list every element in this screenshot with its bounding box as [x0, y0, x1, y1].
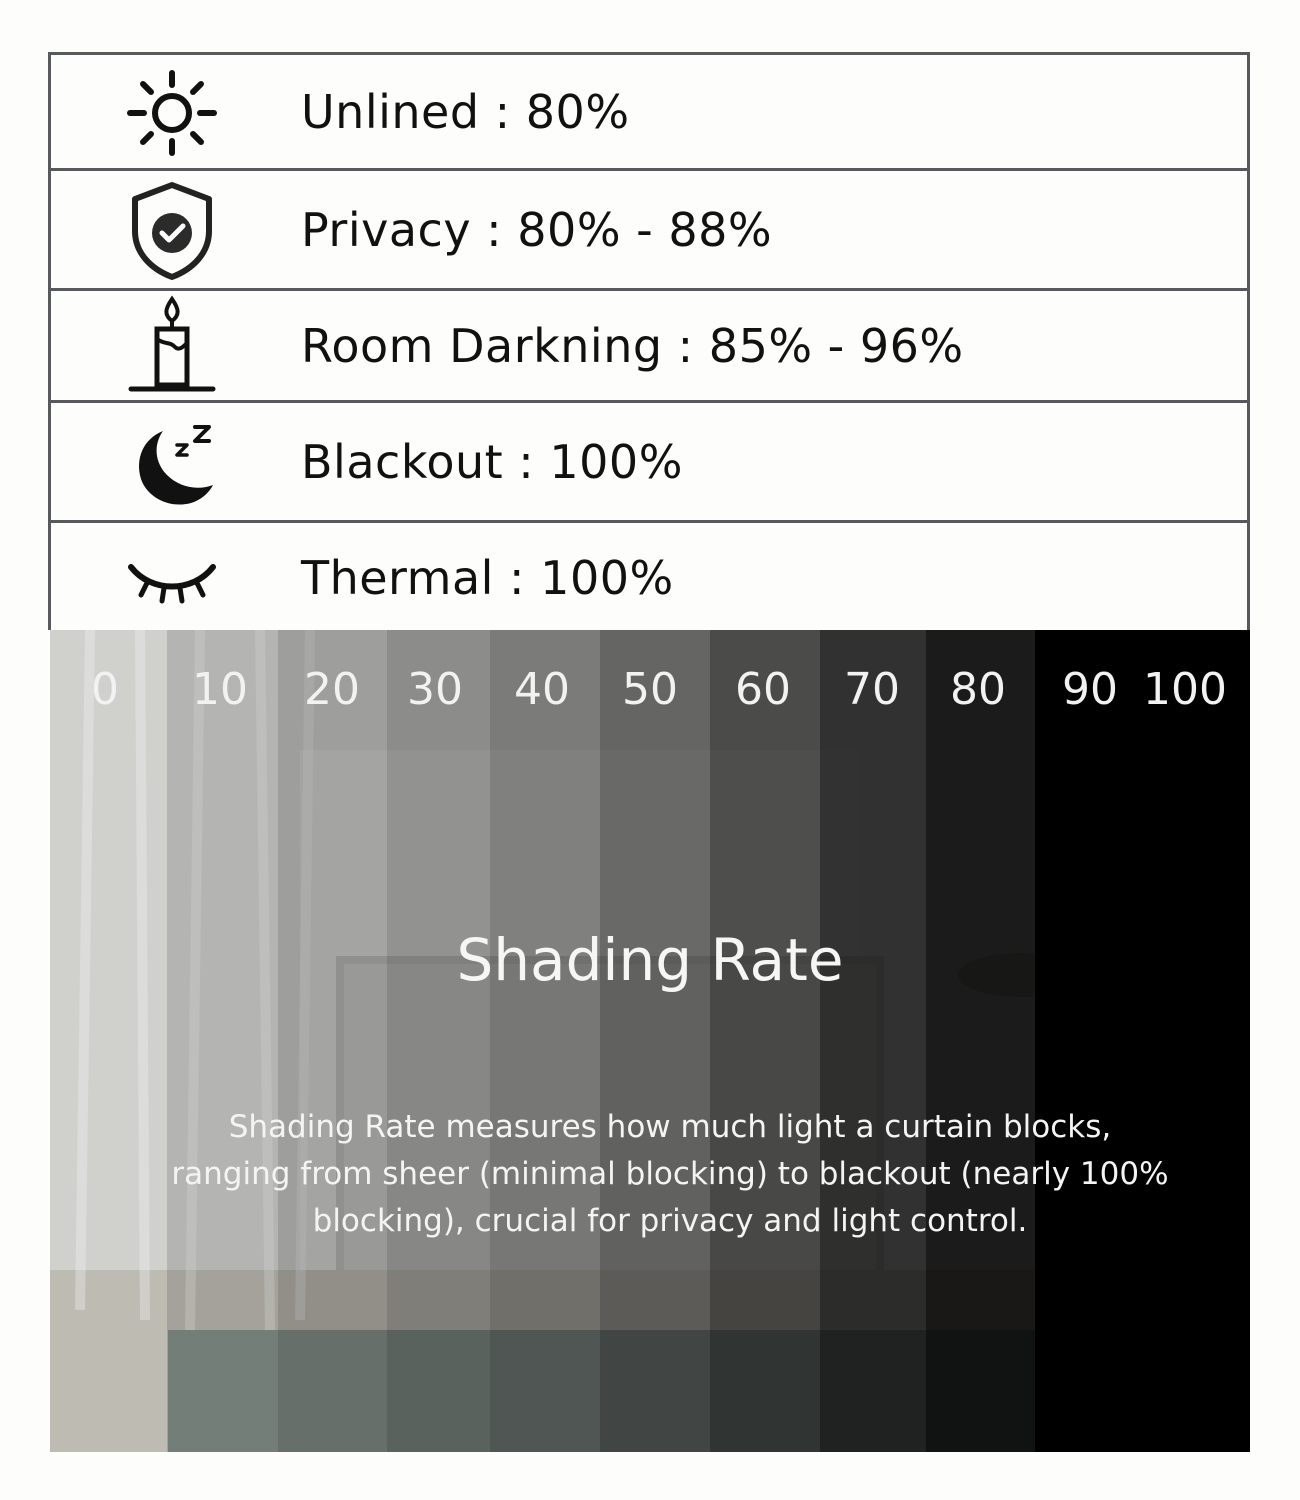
option-label: Thermal : 100% — [301, 551, 674, 605]
option-row-room-darkning — [51, 291, 1247, 403]
shading-bands — [50, 630, 1250, 1452]
shading-rate-title: Shading Rate — [456, 926, 844, 994]
option-label: Privacy : 80% - 88% — [301, 202, 773, 257]
shading-band — [710, 630, 820, 1452]
shading-band — [926, 630, 1035, 1452]
shading-band — [490, 630, 600, 1452]
shading-band — [167, 630, 278, 1452]
scale-tick-label: 80 — [950, 664, 1006, 715]
option-label: Room Darkning : 85% - 96% — [301, 318, 964, 373]
option-label: Blackout : 100% — [301, 434, 683, 489]
shading-band — [820, 630, 926, 1452]
shading-band — [1035, 630, 1250, 1452]
scale-tick-label: 0 — [91, 664, 119, 715]
option-row-privacy — [51, 171, 1247, 291]
scale-tick-label: 70 — [844, 664, 900, 715]
option-row-blackout — [51, 403, 1247, 523]
shading-band — [387, 630, 490, 1452]
shading-rate-panel — [50, 630, 1250, 1452]
scale-tick-label: 20 — [304, 664, 360, 715]
scale-tick-label: 40 — [514, 664, 570, 715]
option-row-thermal — [51, 523, 1247, 633]
scale-tick-label: 30 — [407, 664, 463, 715]
scale-tick-label: 50 — [622, 664, 678, 715]
scale-tick-label: 100 — [1143, 664, 1227, 715]
option-label: Unlined : 80% — [301, 84, 630, 139]
closed-eye-icon — [117, 527, 227, 627]
shading-rate-description: Shading Rate measures how much light a curtain blocks, ranging from sheer (minimal blocking) to blackout (nearly 100% blocking), crucial for privacy and light control. — [171, 1109, 1169, 1239]
shading-band — [50, 630, 167, 1452]
option-row-unlined — [51, 55, 1247, 171]
sun-icon — [117, 63, 227, 163]
shading-options-table — [48, 52, 1250, 630]
moon-sleep-icon — [117, 417, 227, 517]
scale-tick-label: 10 — [192, 664, 248, 715]
shading-band — [600, 630, 710, 1452]
shading-band — [278, 630, 387, 1452]
scale-tick-label: 90 — [1062, 664, 1118, 715]
scale-tick-label: 60 — [735, 664, 791, 715]
candle-icon — [117, 295, 227, 395]
shield-check-icon — [117, 181, 227, 281]
